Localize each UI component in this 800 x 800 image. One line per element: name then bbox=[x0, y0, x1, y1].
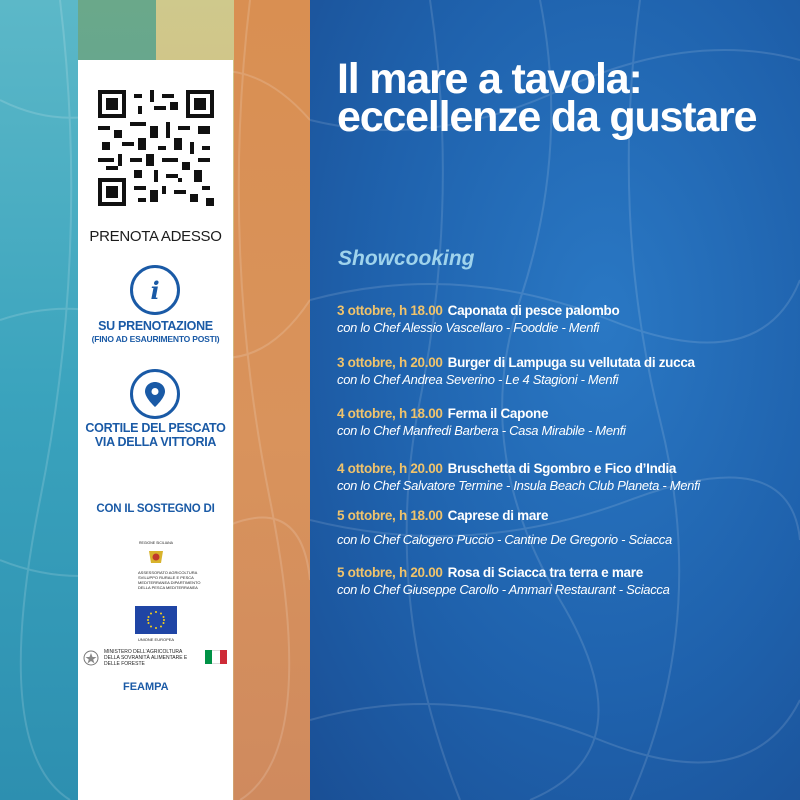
event-item bbox=[337, 406, 792, 438]
event-when: 5 ottobre, h 18.00 bbox=[337, 508, 443, 523]
info-glyph: i bbox=[150, 275, 160, 305]
event-chef: con lo Chef Andrea Severino - Le 4 Stagioni - Menfi bbox=[337, 372, 619, 387]
event-when: 4 ottobre, h 18.00 bbox=[337, 406, 443, 421]
eu-flag-icon bbox=[135, 606, 177, 634]
poster-subtitle: Showcooking bbox=[338, 247, 475, 270]
event-chef: con lo Chef Giuseppe Carollo - Ammari Restaurant - Sciacca bbox=[337, 582, 670, 597]
event-name: Caprese di mare bbox=[447, 508, 549, 523]
event-item bbox=[337, 565, 792, 597]
event-chef: con lo Chef Calogero Puccio - Cantine De Gregorio - Sciacca bbox=[337, 532, 672, 547]
event-chef: con lo Chef Salvatore Termine - Insula Beach Club Planeta - Menfi bbox=[337, 478, 700, 493]
event-chef: con lo Chef Alessio Vascellaro - Fooddie - Menfi bbox=[337, 320, 600, 335]
event-name: Ferma il Capone bbox=[447, 406, 549, 421]
event-item bbox=[337, 461, 792, 493]
event-when: 3 ottobre, h 18.00 bbox=[337, 303, 443, 318]
qr-code-icon[interactable] bbox=[98, 90, 214, 206]
location-pin-icon bbox=[130, 369, 180, 419]
event-name: Caponata di pesce palombo bbox=[447, 303, 620, 318]
event-when: 5 ottobre, h 20.00 bbox=[337, 565, 443, 580]
pin-shape bbox=[133, 372, 177, 416]
regione-siciliana-emblem bbox=[146, 547, 166, 567]
prenotazione-note: (FINO AD ESAURIMENTO POSTI) bbox=[91, 334, 220, 344]
ministero-label: MINISTERO DELL'AGRICOLTURA DELLA SOVRANITÀ ALIMENTARE E DELLE FORESTE bbox=[104, 649, 188, 667]
ue-label: UNIONE EUROPEA bbox=[137, 637, 175, 642]
event-chef: con lo Chef Manfredi Barbera - Casa Mirabile - Menfi bbox=[337, 423, 626, 438]
italian-flag-icon bbox=[205, 650, 227, 664]
event-when: 3 ottobre, h 20.00 bbox=[337, 355, 443, 370]
prenota-adesso-label: PRENOTA ADESSO bbox=[89, 228, 222, 245]
info-panel bbox=[78, 60, 233, 800]
prenotazione-label: SU PRENOTAZIONE bbox=[98, 319, 213, 333]
assessorato-label: ASSESSORATO AGRICOLTURA SVILUPPO RURALE E PESCA MEDITERRANEA DIPARTIMENTO DELLA PESCA MEDITERRANEA bbox=[138, 570, 201, 590]
regione-label: REGIONE SICILIANA bbox=[138, 541, 174, 545]
sostegno-label: CON IL SOSTEGNO DI bbox=[96, 503, 215, 515]
event-item bbox=[337, 508, 792, 547]
event-name: Burger di Lampuga su vellutata di zucca bbox=[447, 355, 695, 370]
italian-republic-emblem bbox=[82, 649, 100, 667]
info-icon bbox=[130, 265, 180, 315]
event-item bbox=[337, 303, 792, 335]
feampa-logo: FEAMPA bbox=[123, 681, 169, 693]
event-item bbox=[337, 355, 792, 387]
event-when: 4 ottobre, h 20.00 bbox=[337, 461, 443, 476]
event-name: Rosa di Sciacca tra terra e mare bbox=[447, 565, 643, 580]
location-line-2: VIA DELLA VITTORIA bbox=[94, 435, 217, 449]
location-line-1: CORTILE DEL PESCATO bbox=[85, 421, 226, 435]
poster-title: Il mare a tavola: eccellenze da gustare bbox=[337, 55, 757, 141]
event-name: Bruschetta di Sgombro e Fico d’India bbox=[447, 461, 677, 476]
